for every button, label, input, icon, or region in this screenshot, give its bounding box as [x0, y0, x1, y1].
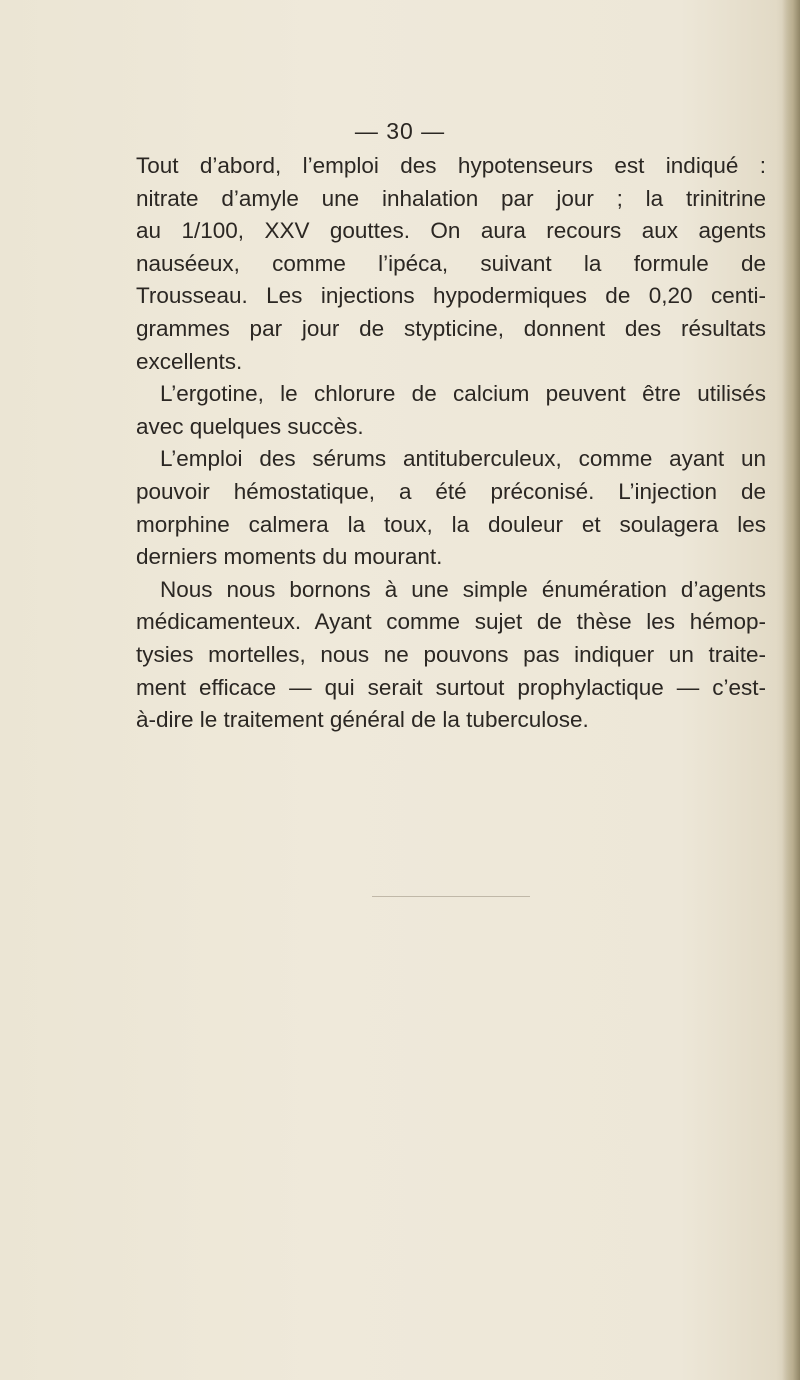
text-line: médicamenteux. Ayant comme sujet de thèse les hémop-	[136, 609, 766, 635]
text-line: avec quelques succès.	[136, 413, 364, 439]
text-line: Trousseau. Les injections hypodermiques de 0,20 centi-	[136, 283, 766, 309]
text-line: morphine calmera la toux, la douleur et soulagera les	[136, 511, 766, 537]
text-line: nauséeux, comme l’ipéca, suivant la formule de	[136, 250, 766, 276]
page-edge-shadow	[782, 0, 800, 1380]
text-line: à-dire le traitement général de la tuberculose.	[136, 707, 589, 733]
text-line: ment efficace — qui serait surtout prophylactique — c’est-	[136, 674, 766, 700]
text-line: excellents.	[136, 348, 243, 374]
text-line: grammes par jour de stypticine, donnent des résultats	[136, 315, 766, 341]
text-line: L’ergotine, le chlorure de calcium peuvent être utilisés	[160, 381, 766, 407]
text-line: derniers moments du mourant.	[136, 544, 443, 570]
text-line: au 1/100, XXV gouttes. On aura recours aux agents	[136, 218, 766, 244]
text-line: Nous nous bornons à une simple énumération d’agents	[160, 576, 766, 602]
section-divider	[372, 896, 530, 897]
text-line: L’emploi des sérums antituberculeux, comme ayant un	[160, 446, 766, 472]
text-line: pouvoir hémostatique, a été préconisé. L’injection de	[136, 478, 766, 504]
body-text	[136, 150, 766, 737]
text-line: nitrate d’amyle une inhalation par jour ; la trinitrine	[136, 185, 766, 211]
page-number: — 30 —	[354, 118, 446, 144]
text-line: Tout d’abord, l’emploi des hypotenseurs est indiqué :	[136, 153, 766, 178]
text-line: tysies mortelles, nous ne pouvons pas indiquer un traite-	[136, 641, 766, 667]
